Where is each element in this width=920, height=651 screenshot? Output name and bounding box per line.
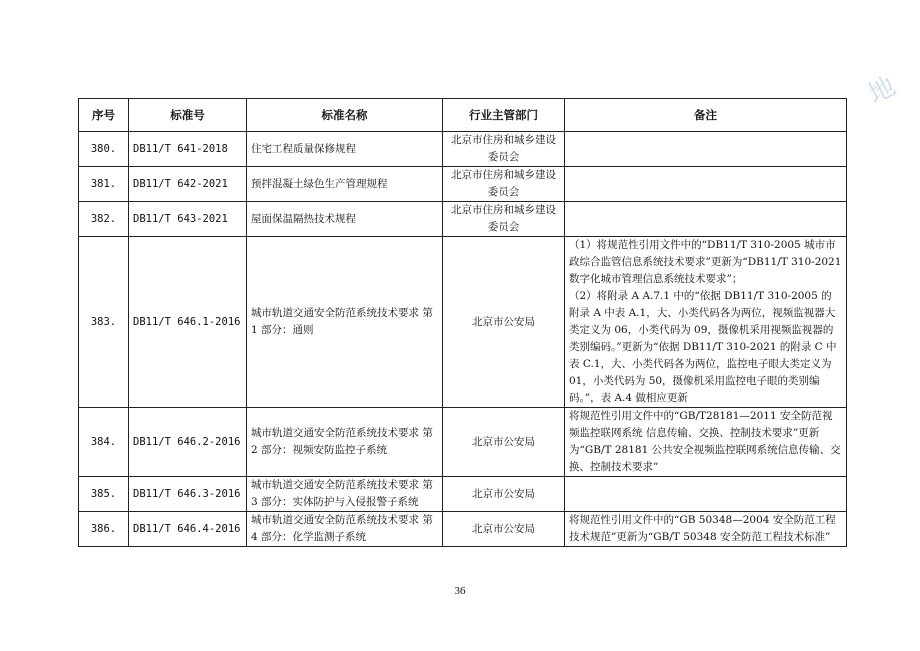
header-department: 行业主管部门 [443, 99, 565, 132]
table-row [79, 512, 847, 547]
cell-standard-name: 住宅工程质量保修规程 [247, 132, 443, 167]
cell-department: 北京市住房和城乡建设委员会 [443, 132, 565, 167]
cell-index: 385. [79, 477, 129, 512]
table-header-row [79, 99, 847, 132]
table-row [79, 237, 847, 408]
cell-department: 北京市公安局 [443, 408, 565, 477]
cell-standard-number: DB11/T 646.3-2016 [129, 477, 247, 512]
page-number: 36 [454, 585, 466, 597]
table-row [79, 477, 847, 512]
cell-remarks [565, 167, 847, 202]
cell-index: 382. [79, 202, 129, 237]
cell-standard-name: 预拌混凝土绿色生产管理规程 [247, 167, 443, 202]
cell-standard-name: 城市轨道交通安全防范系统技术要求 第 2 部分：视频安防监控子系统 [247, 408, 443, 477]
cell-standard-number: DB11/T 641-2018 [129, 132, 247, 167]
cell-remarks [565, 477, 847, 512]
cell-remarks [565, 237, 847, 408]
cell-standard-name: 城市轨道交通安全防范系统技术要求 第 3 部分：实体防护与入侵报警子系统 [247, 477, 443, 512]
standards-table [78, 98, 847, 547]
cell-department: 北京市公安局 [443, 512, 565, 547]
cell-standard-name: 屋面保温隔热技术规程 [247, 202, 443, 237]
cell-remarks [565, 512, 847, 547]
cell-standard-number: DB11/T 643-2021 [129, 202, 247, 237]
table-row [79, 167, 847, 202]
remark-paragraph: 将规范性引用文件中的“GB 50348—2004 安全防范工程技术规范”更新为“GB/T 50348 安全防范工程技术标准” [569, 514, 836, 543]
cell-department: 北京市公安局 [443, 237, 565, 408]
cell-department: 北京市住房和城乡建设委员会 [443, 167, 565, 202]
header-index: 序号 [79, 99, 129, 132]
cell-index: 386. [79, 512, 129, 547]
watermark-text: 地 [863, 71, 901, 111]
cell-standard-name: 城市轨道交通安全防范系统技术要求 第 1 部分：通则 [247, 237, 443, 408]
cell-index: 383. [79, 237, 129, 408]
remark-paragraph: （1）将规范性引用文件中的“DB11/T 310-2005 城市市政综合监管信息系统技术要求”更新为“DB11/T 310-2021 数字化城市管理信息系统技术要求”； [569, 239, 842, 285]
cell-remarks [565, 132, 847, 167]
remark-paragraph: 将规范性引用文件中的“GB/T28181—2011 安全防范视频监控联网系统 信息传输、交换、控制技术要求”更新为“GB/T 28181 公共安全视频监控联网系统信息传输、交换、控制技术要求” [569, 410, 841, 473]
cell-standard-name: 城市轨道交通安全防范系统技术要求 第 4 部分：化学监测子系统 [247, 512, 443, 547]
cell-remarks [565, 202, 847, 237]
cell-index: 380. [79, 132, 129, 167]
header-remarks: 备注 [565, 99, 847, 132]
cell-department: 北京市公安局 [443, 477, 565, 512]
cell-standard-number: DB11/T 646.4-2016 [129, 512, 247, 547]
header-standard-name: 标准名称 [247, 99, 443, 132]
table-row [79, 132, 847, 167]
cell-standard-number: DB11/T 646.2-2016 [129, 408, 247, 477]
remark-paragraph: （2）将附录 A A.7.1 中的“依据 DB11/T 310-2005 的附录 A 中表 A.1，大、小类代码各为两位，视频监视器大类定义为 06，小类代码为 09，摄像机采用视频监视器的类别编码。”更新为“依据 DB11/T 310-2021 的附录 C 中表 C.1，大、小类代码各为两位，监控电子眼大类定义为 01，小类代码为 50，摄像机采用监控电子眼的类别编码。”，表 A.4 做相应更新 [569, 290, 837, 404]
cell-standard-number: DB11/T 646.1-2016 [129, 237, 247, 408]
cell-index: 381. [79, 167, 129, 202]
cell-department: 北京市住房和城乡建设委员会 [443, 202, 565, 237]
cell-standard-number: DB11/T 642-2021 [129, 167, 247, 202]
table-row [79, 408, 847, 477]
table-row [79, 202, 847, 237]
cell-remarks [565, 408, 847, 477]
header-standard-number: 标准号 [129, 99, 247, 132]
cell-index: 384. [79, 408, 129, 477]
